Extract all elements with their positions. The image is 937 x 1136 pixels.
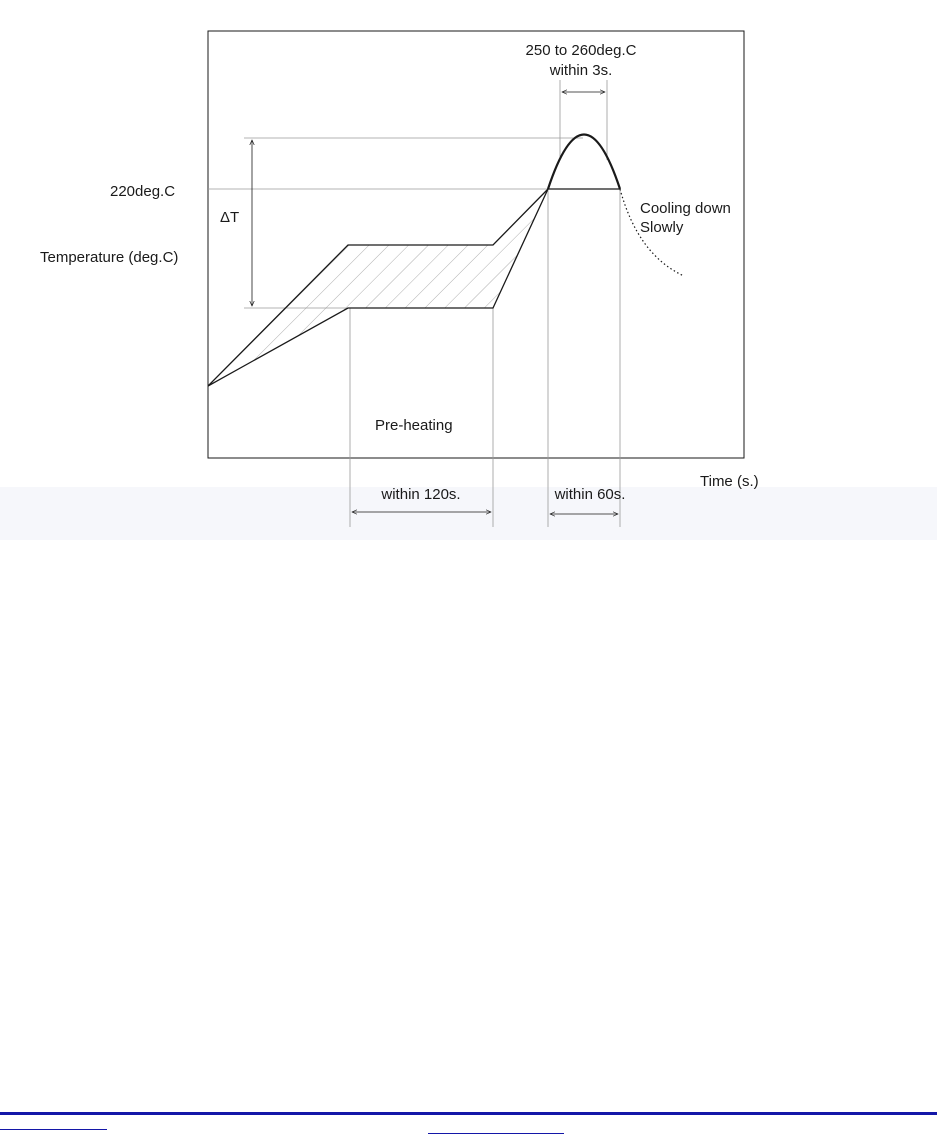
reflow-duration-label: within 60s. (554, 486, 626, 503)
peak-curve (548, 135, 620, 190)
delta-t-label: ΔT (220, 209, 240, 226)
cooling-label-line1: Cooling down (640, 200, 731, 217)
preheat-duration-label: within 120s. (381, 486, 461, 503)
reflow-temp-label: 220deg.C (110, 183, 176, 200)
cooling-label-line2: Slowly (640, 219, 684, 236)
y-axis-label: Temperature (deg.C) (40, 249, 179, 266)
x-axis-label: Time (s.) (700, 473, 759, 490)
preheat-hatched-region (208, 189, 548, 386)
reflow-profile-diagram (0, 0, 937, 540)
peak-time-label: within 3s. (549, 62, 613, 79)
preheat-label: Pre-heating (375, 417, 453, 434)
footer-divider (0, 1112, 937, 1115)
peak-temp-label: 250 to 260deg.C (525, 42, 637, 59)
footer-link-underline-center[interactable] (428, 1133, 564, 1134)
footer-link-underline-left[interactable] (0, 1129, 107, 1130)
